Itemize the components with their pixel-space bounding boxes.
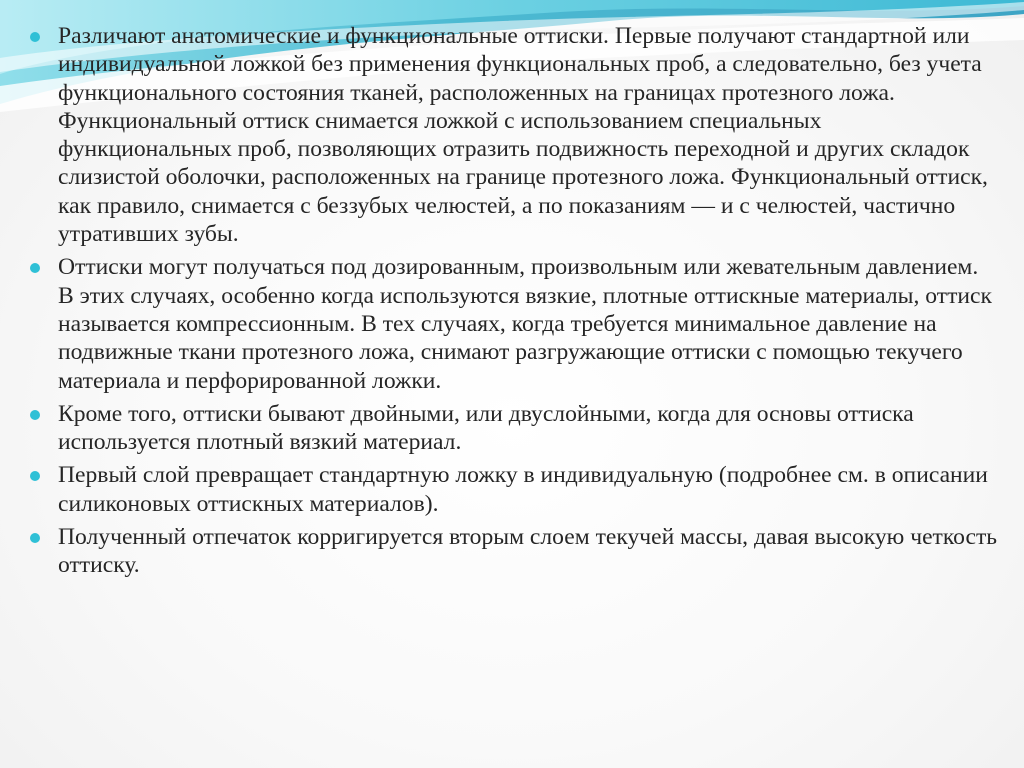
bullet-list [28,22,998,585]
bullet-text-3: Кроме того, оттиски бывают двойными, или двуслойными, когда для основы оттиска используется плотный вязкий материал. [58,400,914,456]
bullet-text-4: Первый слой превращает стандартную ложку в индивидуальную (подробнее см. в описании силиконовых оттискных материалов). [58,462,988,517]
bullet-item-4 [28,461,998,518]
bullet-dot-icon [30,410,40,420]
bullet-dot-icon [30,263,40,273]
bullet-text-2: Оттиски могут получаться под дозированным, произвольным или жевательным давлением. В этих случаях, особенно когда используются вязкие, плотные оттискные материалы, оттиск называется компрессионным. В тех случаях, когда требуется минимальное давление на подвижные ткани протезного ложа, снимают разгружающие оттиски с помощью текучего материала и перфорированной ложки. [58,254,992,394]
bullet-text-1: Различают анатомические и функциональные оттиски. Первые получают стандартной или индивидуальной ложкой без применения функциональных проб, а следовательно, без учета функционального состояния тканей, расположенных на границах протезного ложа. Функциональный оттиск снимается ложкой с использованием специальных функциональных проб, позволяющих отразить подвижность переходной и других складок слизистой оболочки, расположенных на границе протезного ложа. Функциональный оттиск, как правило, снимается с беззубых челюстей, а по показаниям — и с челюстей, частично утративших зубы. [58,23,988,248]
bullet-dot-icon [30,533,40,543]
bullet-item-3 [28,400,998,457]
bullet-item-2 [28,253,998,394]
bullet-item-1 [28,22,998,248]
bullet-dot-icon [30,32,40,42]
bullet-dot-icon [30,471,40,481]
bullet-item-5 [28,523,998,580]
bullet-text-5: Полученный отпечаток корригируется вторым слоем текучей массы, давая высокую четкость оттиску. [58,524,998,579]
